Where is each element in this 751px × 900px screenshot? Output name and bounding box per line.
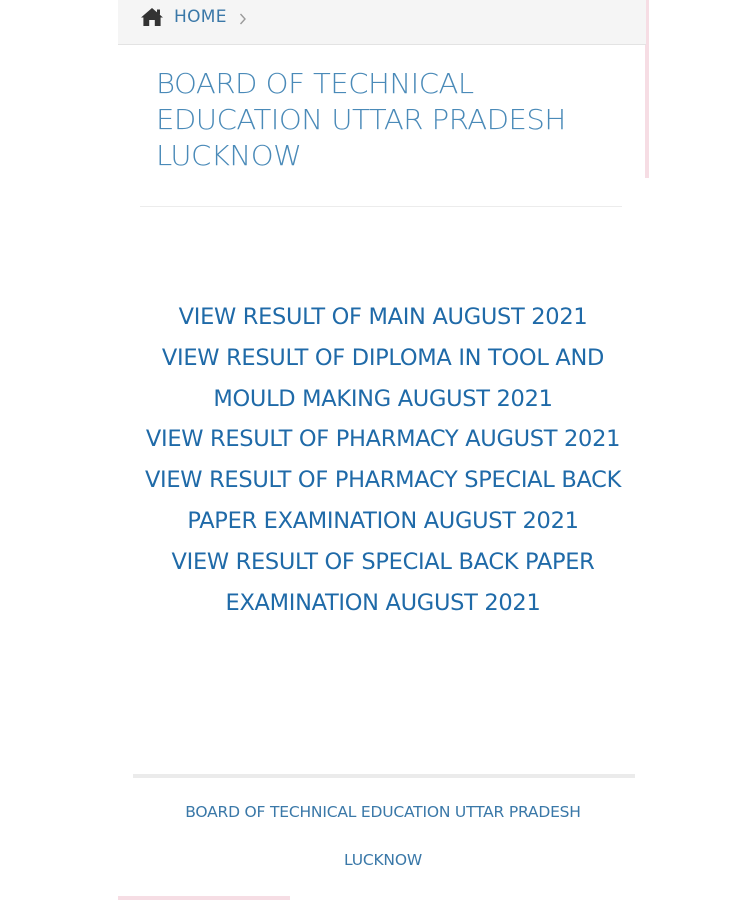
result-link-main[interactable]: VIEW RESULT OF MAIN AUGUST 2021 xyxy=(178,304,588,330)
result-link-tool-mould[interactable]: VIEW RESULT OF DIPLOMA IN TOOL AND MOULD MAKING AUGUST 2021 xyxy=(161,344,605,412)
result-links-list xyxy=(118,297,648,623)
title-divider xyxy=(140,206,622,207)
result-link-pharmacy-special-back[interactable]: VIEW RESULT OF PHARMACY SPECIAL BACK PAPER EXAMINATION AUGUST 2021 xyxy=(144,467,622,534)
footer-board-link[interactable]: BOARD OF TECHNICAL EDUCATION UTTAR PRADESH xyxy=(185,803,581,821)
decorative-bottom-bar xyxy=(118,896,290,900)
result-link-special-back[interactable]: VIEW RESULT OF SPECIAL BACK PAPER EXAMINATION AUGUST 2021 xyxy=(171,548,595,616)
breadcrumb xyxy=(118,0,646,45)
footer-city-link[interactable]: LUCKNOW xyxy=(344,851,422,869)
result-link-pharmacy[interactable]: VIEW RESULT OF PHARMACY AUGUST 2021 xyxy=(145,426,621,453)
footer-divider xyxy=(133,774,635,778)
home-icon[interactable] xyxy=(140,7,164,27)
page-title: BOARD OF TECHNICAL EDUCATION UTTAR PRADESH LUCKNOW xyxy=(156,67,566,172)
chevron-right-icon xyxy=(239,11,247,25)
breadcrumb-home-link[interactable]: HOME xyxy=(174,7,227,27)
